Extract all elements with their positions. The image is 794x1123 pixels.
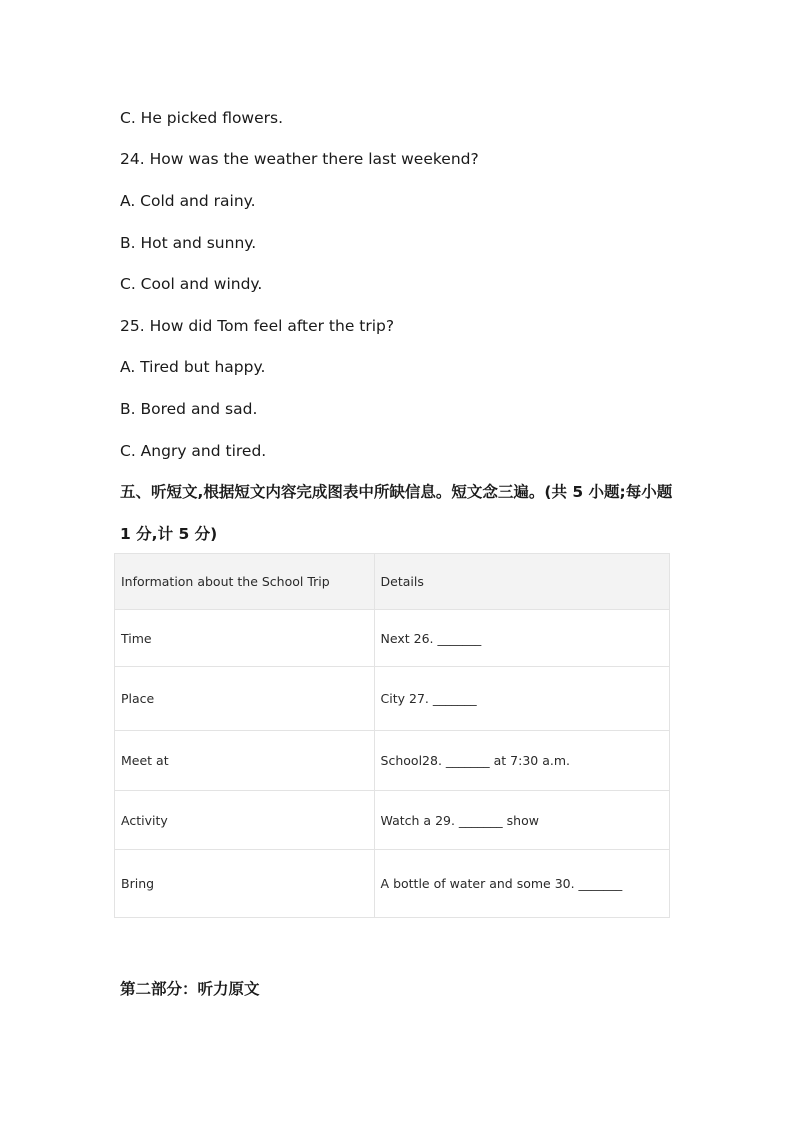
section-5-heading-line1: 五、听短文,根据短文内容完成图表中所缺信息。短文念三遍。(共 5 小题;每小题 xyxy=(120,483,673,501)
question-24-option-c: C. Cool and windy. xyxy=(120,275,263,293)
part-2-heading: 第二部分：听力原文 xyxy=(120,980,260,998)
school-trip-table xyxy=(114,553,670,918)
table-cell-detail: School28. _______ at 7:30 a.m. xyxy=(374,731,669,791)
table-cell-detail: Watch a 29. _______ show xyxy=(374,791,669,850)
table-row xyxy=(115,731,670,791)
table-header-row xyxy=(115,554,670,610)
table-row xyxy=(115,850,670,918)
table-header-cell: Information about the School Trip xyxy=(115,554,375,610)
table-cell-label: Meet at xyxy=(115,731,375,791)
section-5-heading-line2: 1 分,计 5 分) xyxy=(120,525,218,543)
question-23-option-c: C. He picked flowers. xyxy=(120,109,284,127)
table-cell-label: Time xyxy=(115,610,375,667)
question-24-option-b: B. Hot and sunny. xyxy=(120,234,257,252)
table-cell-detail: A bottle of water and some 30. _______ xyxy=(374,850,669,918)
question-25-option-b: B. Bored and sad. xyxy=(120,400,258,418)
question-25-option-c: C. Angry and tired. xyxy=(120,442,267,460)
table-cell-detail: City 27. _______ xyxy=(374,667,669,731)
table-header-cell: Details xyxy=(374,554,669,610)
table-row xyxy=(115,610,670,667)
question-25-option-a: A. Tired but happy. xyxy=(120,358,266,376)
question-24-stem: 24. How was the weather there last weekend? xyxy=(120,150,479,168)
table-cell-label: Bring xyxy=(115,850,375,918)
table-cell-label: Place xyxy=(115,667,375,731)
question-25-stem: 25. How did Tom feel after the trip? xyxy=(120,317,395,335)
table-row xyxy=(115,667,670,731)
table-row xyxy=(115,791,670,850)
table-cell-label: Activity xyxy=(115,791,375,850)
question-24-option-a: A. Cold and rainy. xyxy=(120,192,256,210)
table-cell-detail: Next 26. _______ xyxy=(374,610,669,667)
